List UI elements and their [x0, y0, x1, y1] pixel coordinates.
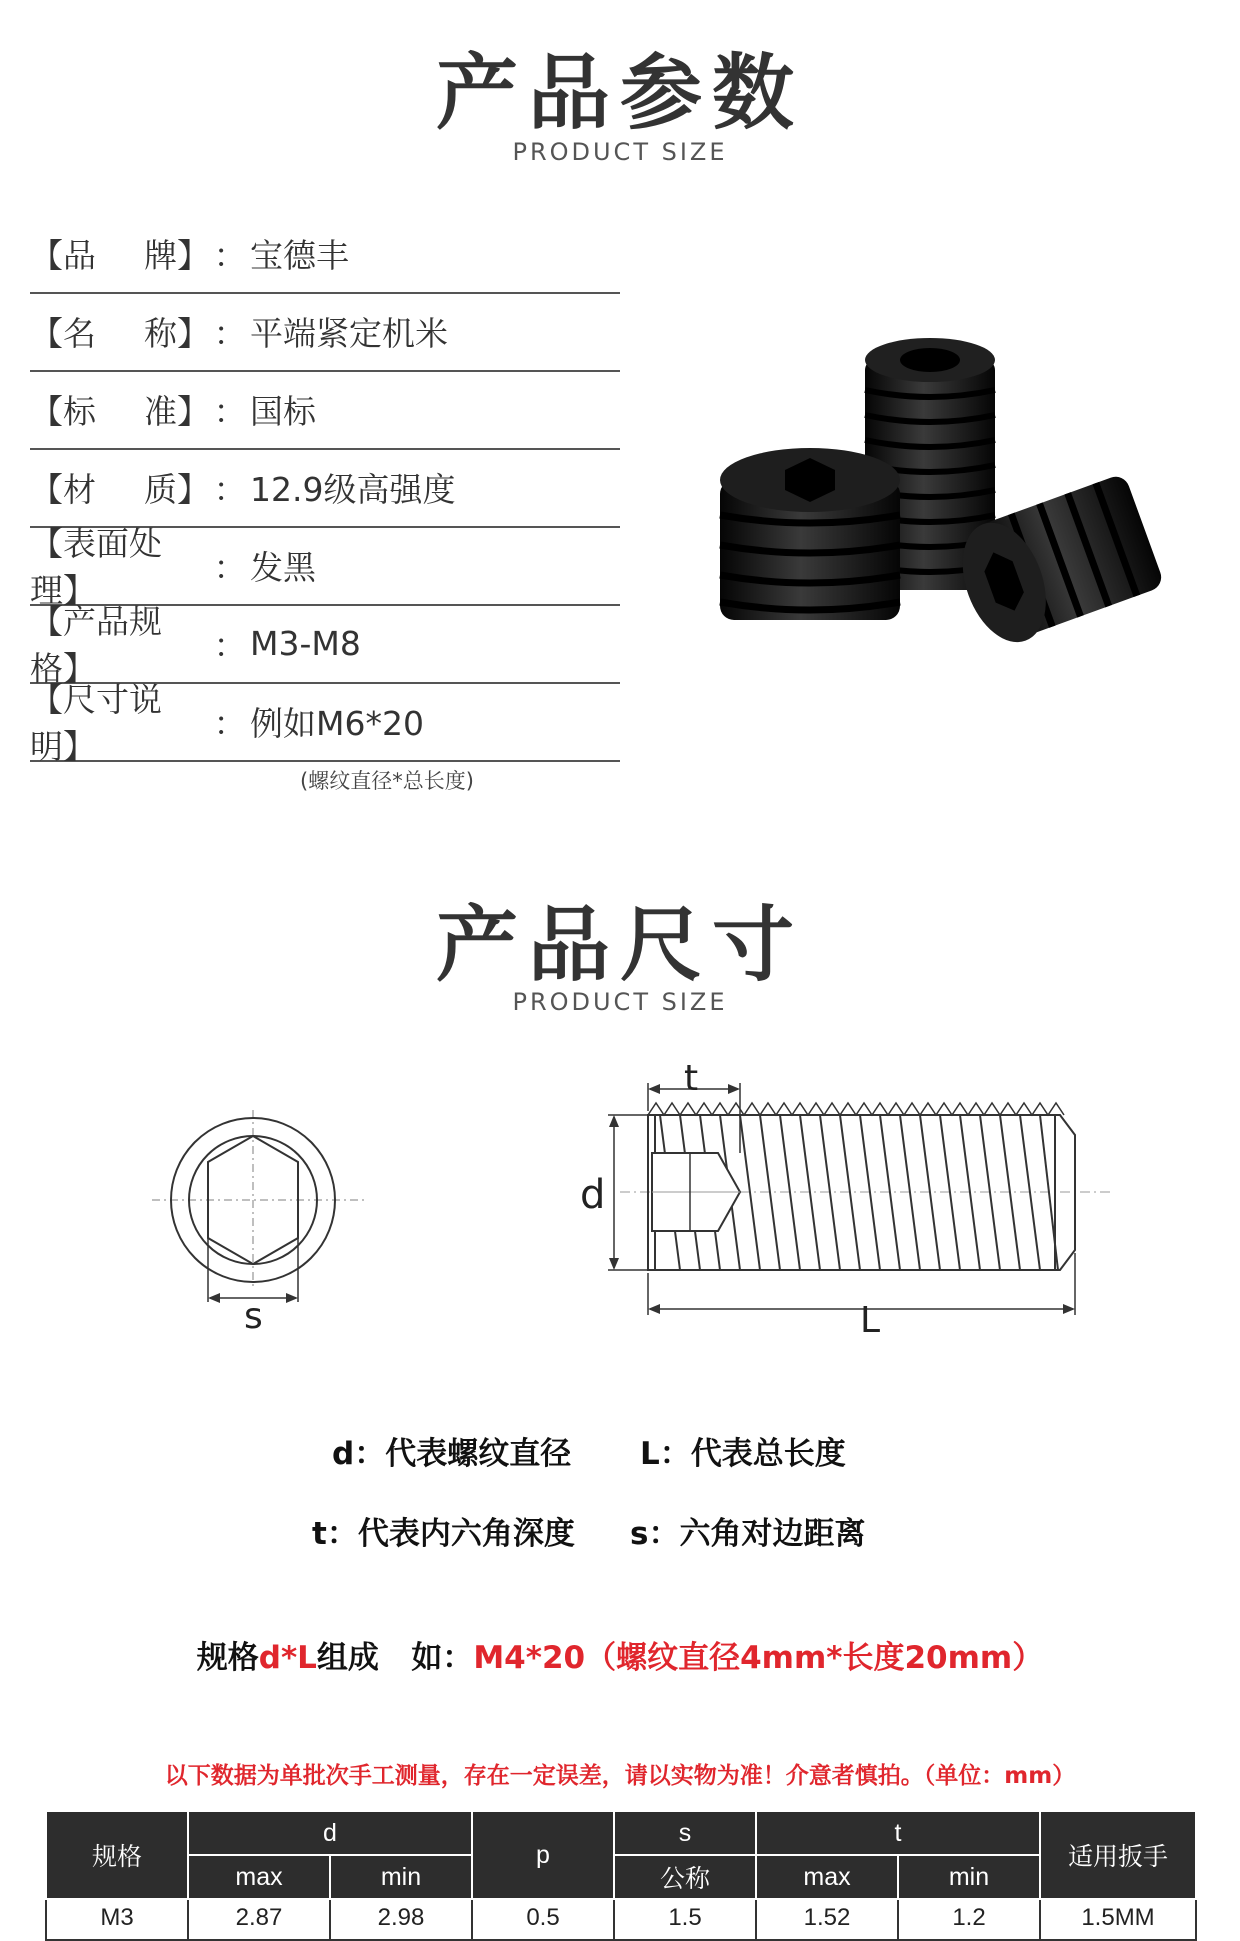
col-header-d-max: max — [188, 1855, 330, 1899]
spec-row-brand — [30, 214, 620, 294]
spec-value-standard: 国标 — [250, 391, 316, 431]
spec-key — [30, 464, 210, 511]
spec-note: (螺纹直径*总长度) — [300, 769, 474, 793]
side-view-diagram — [600, 1075, 1120, 1325]
legend-d — [332, 1428, 571, 1473]
spec-key-left: 【品 — [30, 235, 96, 275]
rule-prefix: 规格 — [196, 1640, 259, 1676]
col-header-t: t — [756, 1811, 1040, 1855]
section-title-dimensions: 产品尺寸 — [435, 898, 804, 993]
spec-key-right: 准】 — [144, 391, 210, 431]
rule-suffix: 组成 — [316, 1640, 379, 1676]
spec-key-left: 【材 — [30, 469, 96, 509]
legend-t-key: t： — [312, 1516, 358, 1552]
spec-key-left: 【产品规格】 — [30, 602, 162, 688]
cell-spec: M3 — [46, 1899, 188, 1940]
spec-colon: ： — [213, 547, 247, 587]
rule-example: M4*20（螺纹直径4mm*长度20mm） — [473, 1640, 1044, 1676]
col-header-d: d — [188, 1811, 472, 1855]
spec-value-name: 平端紧定机米 — [250, 313, 448, 353]
section-subtitle-dimensions: PRODUCT SIZE — [512, 988, 728, 1016]
spec-row-surface — [30, 524, 620, 610]
section-subtitle-params: PRODUCT SIZE — [512, 138, 728, 166]
spec-row-sizes — [30, 602, 620, 688]
spec-colon: ： — [213, 469, 247, 509]
spec-colon: ： — [213, 235, 247, 275]
col-header-d-min: min — [330, 1855, 472, 1899]
cell-s: 1.5 — [614, 1899, 756, 1940]
spec-key — [30, 674, 210, 768]
spec-value-surface: 发黑 — [250, 547, 316, 587]
spec-colon: ： — [213, 391, 247, 431]
spec-row-dimension-note — [30, 680, 620, 766]
spec-key-left: 【标 — [30, 391, 96, 431]
spec-value-sizes: M3-M8 — [250, 623, 361, 663]
section-title-params: 产品参数 — [435, 46, 804, 141]
l-dimension-label: L — [860, 1300, 881, 1341]
spec-colon: ： — [213, 703, 247, 743]
measurement-disclaimer: 以下数据为单批次手工测量，存在一定误差，请以实物为准！介意者慎拍。（单位：mm） — [164, 1763, 1076, 1789]
col-header-wrench: 适用扳手 — [1040, 1811, 1196, 1899]
spec-colon: ： — [213, 625, 247, 665]
spec-key-left: 【表面处理】 — [30, 524, 162, 610]
spec-value-dimension: 例如M6*20 — [250, 703, 424, 743]
col-header-t-min: min — [898, 1855, 1040, 1899]
legend-l-key: L： — [640, 1436, 691, 1472]
legend-t — [312, 1508, 575, 1553]
spec-value-brand: 宝德丰 — [250, 235, 349, 275]
legend-d-text: 代表螺纹直径 — [385, 1436, 572, 1472]
legend-t-text: 代表内六角深度 — [357, 1516, 575, 1552]
spec-key-right: 称】 — [144, 313, 210, 353]
spec-row-standard — [30, 370, 620, 450]
rule-example-label: 如： — [411, 1640, 474, 1676]
dimension-table — [45, 1810, 1197, 1941]
spec-row-material — [30, 448, 620, 528]
d-dimension-label: d — [580, 1172, 606, 1218]
col-header-spec: 规格 — [46, 1811, 188, 1899]
spec-key — [30, 230, 210, 277]
spec-key-left: 【尺寸说明】 — [30, 680, 162, 766]
col-header-s: s — [614, 1811, 756, 1855]
t-dimension-label: t — [684, 1058, 699, 1099]
legend-s-text: 六角对边距离 — [679, 1516, 866, 1552]
cell-wrench: 1.5MM — [1040, 1899, 1196, 1940]
col-header-p: p — [472, 1811, 614, 1899]
legend-s-key: s： — [630, 1516, 680, 1552]
cell-p: 0.5 — [472, 1899, 614, 1940]
spec-key — [30, 308, 210, 355]
rule-formula: d*L — [258, 1640, 317, 1676]
s-dimension-label: s — [244, 1296, 263, 1337]
spec-key — [30, 386, 210, 433]
legend-s — [630, 1508, 865, 1553]
spec-value-material: 12.9级高强度 — [250, 469, 456, 509]
legend-l-text: 代表总长度 — [690, 1436, 846, 1472]
spec-key-right: 质】 — [144, 469, 210, 509]
cell-t-max: 1.52 — [756, 1899, 898, 1940]
set-screws-photo — [700, 330, 1190, 660]
legend-d-key: d： — [332, 1436, 386, 1472]
spec-row-name — [30, 292, 620, 372]
col-header-s-nominal: 公称 — [614, 1855, 756, 1899]
spec-key-left: 【名 — [30, 313, 96, 353]
spec-colon: ： — [213, 313, 247, 353]
short-screw-left-icon — [720, 448, 900, 620]
legend-l — [640, 1428, 846, 1473]
spec-rule-line — [0, 1632, 1240, 1677]
spec-key-right: 牌】 — [144, 235, 210, 275]
col-header-t-max: max — [756, 1855, 898, 1899]
cell-t-min: 1.2 — [898, 1899, 1040, 1940]
cell-d-min: 2.98 — [330, 1899, 472, 1940]
cell-d-max: 2.87 — [188, 1899, 330, 1940]
